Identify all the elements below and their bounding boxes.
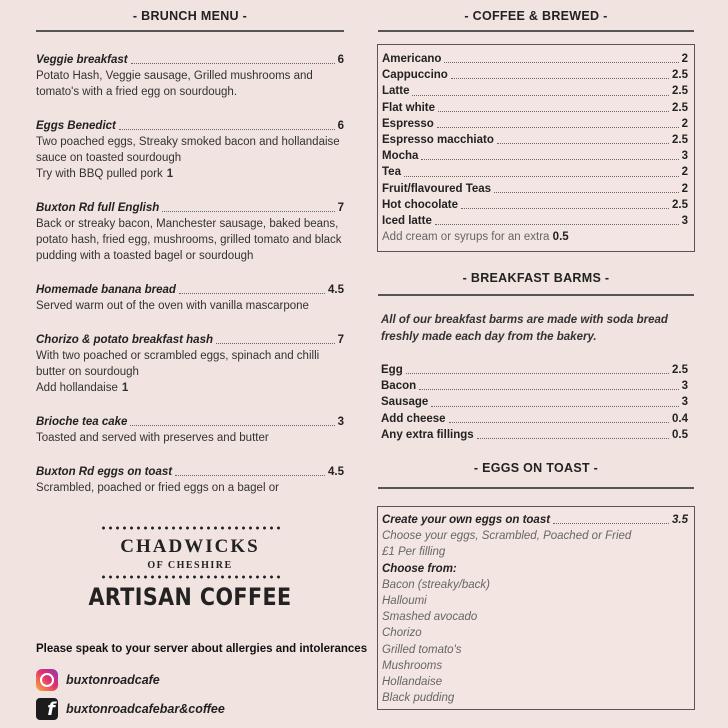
drink-row <box>382 213 688 229</box>
barms-section <box>381 312 693 443</box>
leader-dots <box>497 143 669 144</box>
instagram-handle: buxtonroadcafe <box>66 673 160 687</box>
drink-row <box>382 83 688 99</box>
item-name: Chorizo & potato breakfast hash <box>36 334 213 346</box>
drink-price: 2.5 <box>672 69 688 82</box>
item-name: Buxton Rd eggs on toast <box>36 466 173 478</box>
drink-price: 2 <box>681 166 688 179</box>
barm-name: Any extra fillings <box>381 428 474 441</box>
menu-item <box>36 332 344 396</box>
barms-heading-rule <box>378 294 694 296</box>
facebook-link[interactable] <box>36 698 225 720</box>
item-price: 6 <box>337 54 344 66</box>
leader-dots <box>130 425 334 426</box>
leader-dots <box>119 129 335 130</box>
eggs-main-name: Create your own eggs on toast <box>382 514 551 526</box>
barm-row <box>381 394 688 410</box>
drink-price: 2 <box>681 182 688 195</box>
item-price: 4.5 <box>328 466 344 478</box>
eggs-heading-rule <box>378 487 694 489</box>
item-description: Served warm out of the oven with vanilla mascarpone <box>36 300 309 312</box>
item-description: Scrambled, poached or fried eggs on a bagel or <box>36 482 279 494</box>
drink-name: Hot chocolate <box>382 198 459 211</box>
brunch-list <box>36 52 344 496</box>
barm-name: Add cheese <box>381 412 446 425</box>
logo-dotted-border <box>100 526 280 530</box>
drink-name: Espresso macchiato <box>382 134 494 147</box>
barm-row <box>381 411 688 427</box>
leader-dots <box>437 127 679 128</box>
drink-row <box>382 116 688 132</box>
eggs-option: Bacon (streaky/back) <box>382 578 491 591</box>
eggs-choose-from: Choose from: <box>382 562 457 575</box>
barm-name: Egg <box>381 364 403 376</box>
leader-dots <box>494 192 679 193</box>
drink-price: 2.5 <box>672 101 688 114</box>
drink-price: 2.5 <box>672 134 688 147</box>
leader-dots <box>404 176 679 177</box>
allergy-note: Please speak to your server about allergies and intolerances <box>36 643 368 655</box>
item-price: 3 <box>337 416 344 428</box>
leader-dots <box>179 293 325 294</box>
leader-dots <box>477 438 669 439</box>
barm-price: 3 <box>681 396 688 409</box>
addon-text: Add hollandaise <box>36 382 118 394</box>
drink-price: 2.5 <box>672 85 688 98</box>
drink-price: 2 <box>681 117 688 130</box>
eggs-option: Mushrooms <box>382 659 443 672</box>
drink-name: Flat white <box>382 101 436 114</box>
menu-item <box>36 118 344 182</box>
leader-dots <box>431 406 678 407</box>
leader-dots <box>175 475 325 476</box>
drink-row <box>382 164 688 180</box>
item-description: Two poached eggs, Streaky smoked bacon and hollandaise sauce on toasted sourdough <box>36 136 340 164</box>
coffee-heading: - COFFEE & BREWED - <box>464 9 608 23</box>
item-name: Brioche tea cake <box>36 416 128 428</box>
barms-heading: - BREAKFAST BARMS - <box>462 271 610 285</box>
coffee-list <box>378 45 694 245</box>
drink-row <box>382 132 688 148</box>
eggs-choose-eggs: Choose your eggs, Scrambled, Poached or Fried <box>382 530 632 543</box>
eggs-option: Black pudding <box>382 692 455 705</box>
eggs-option: Halloumi <box>382 595 427 608</box>
menu-item <box>36 52 344 100</box>
item-description: Potato Hash, Veggie sausage, Grilled mushrooms and tomato's with a fried egg on sourdough. <box>36 70 313 98</box>
eggs-filling-price: £1 Per filling <box>382 546 446 559</box>
drink-price: 2.5 <box>672 198 688 211</box>
facebook-icon: f <box>36 698 58 720</box>
item-addon <box>36 166 344 182</box>
item-name: Homemade banana bread <box>36 284 176 296</box>
brunch-heading-rule <box>36 30 344 32</box>
barms-list <box>381 362 688 443</box>
instagram-link[interactable] <box>36 669 160 691</box>
leader-dots <box>131 63 335 64</box>
eggs-box <box>377 506 695 710</box>
barm-price: 0.5 <box>672 428 688 441</box>
addon-price: 1 <box>121 382 129 394</box>
drink-row <box>382 148 688 164</box>
menu-item <box>36 414 344 446</box>
logo-line-3: ARTISAN COFFEE <box>88 583 292 611</box>
leader-dots <box>162 211 334 212</box>
eggs-main-row <box>382 512 688 528</box>
drink-row <box>382 197 688 213</box>
drink-row <box>382 51 688 67</box>
barm-name: Sausage <box>381 396 429 409</box>
drink-name: Tea <box>382 166 401 179</box>
leader-dots <box>444 62 678 63</box>
leader-dots <box>449 422 669 423</box>
barm-row <box>381 427 688 443</box>
leader-dots <box>216 343 335 344</box>
leader-dots <box>435 224 679 225</box>
eggs-option: Grilled tomato's <box>382 643 462 656</box>
drink-row <box>382 67 688 83</box>
leader-dots <box>419 389 678 390</box>
coffee-extra <box>382 229 688 245</box>
barm-price: 2.5 <box>672 364 688 376</box>
coffee-heading-rule <box>378 30 694 32</box>
drink-name: Cappuccino <box>382 69 448 82</box>
leader-dots <box>412 95 669 96</box>
menu-item <box>36 200 344 264</box>
menu-item <box>36 464 344 496</box>
drink-name: Espresso <box>382 117 434 130</box>
drink-name: Latte <box>382 85 410 98</box>
leader-dots <box>406 373 669 374</box>
eggs-main-price: 3.5 <box>672 514 688 526</box>
eggs-heading: - EGGS ON TOAST - <box>473 461 599 475</box>
drink-name: Americano <box>382 53 442 65</box>
item-price: 6 <box>337 120 344 132</box>
leader-dots <box>553 523 669 524</box>
item-description: Back or streaky bacon, Manchester sausage, baked beans, potato hash, fried egg, mushrooms, grilled tomato and black pudding with a toasted bagel or sourdough <box>36 218 342 262</box>
addon-text: Try with BBQ pulled pork <box>36 168 163 180</box>
drink-row <box>382 100 688 116</box>
item-name: Buxton Rd full English <box>36 202 160 214</box>
barms-intro: All of our breakfast barms are made with soda bread freshly made each day from the bakery. <box>381 314 668 343</box>
brunch-column <box>36 0 344 494</box>
drink-row <box>382 181 688 197</box>
leader-dots <box>461 208 669 209</box>
extra-price: 0.5 <box>552 231 569 244</box>
extra-text: Add cream or syrups for an extra <box>382 231 550 244</box>
instagram-icon <box>36 669 58 691</box>
leader-dots <box>421 159 678 160</box>
menu-item <box>36 282 344 314</box>
item-price: 7 <box>337 202 344 214</box>
eggs-content <box>378 507 694 706</box>
drink-price: 2 <box>681 53 688 65</box>
item-description: Toasted and served with preserves and butter <box>36 432 269 444</box>
coffee-box <box>377 44 695 252</box>
item-description: With two poached or scrambled eggs, spinach and chilli butter on sourdough <box>36 350 320 378</box>
logo-line-1: CHADWICKS <box>120 536 260 557</box>
eggs-option: Hollandaise <box>382 676 443 689</box>
chadwicks-logo <box>36 526 344 611</box>
item-name: Eggs Benedict <box>36 120 116 132</box>
drink-name: Fruit/flavoured Teas <box>382 182 492 195</box>
item-addon <box>36 380 344 396</box>
brunch-heading: - BRUNCH MENU - <box>132 9 248 23</box>
barm-price: 0.4 <box>672 412 688 425</box>
facebook-handle: buxtonroadcafebar&coffee <box>66 702 225 716</box>
barm-row <box>381 378 688 394</box>
leader-dots <box>438 111 669 112</box>
item-price: 4.5 <box>328 284 344 296</box>
leader-dots <box>451 78 669 79</box>
addon-price: 1 <box>166 168 174 180</box>
drink-price: 3 <box>681 150 688 163</box>
logo-line-2: OF CHESHIRE <box>147 560 233 571</box>
item-price: 7 <box>337 334 344 346</box>
barm-row <box>381 362 688 378</box>
drink-price: 3 <box>681 215 688 228</box>
eggs-option: Smashed avocado <box>382 611 478 624</box>
barm-name: Bacon <box>381 380 417 393</box>
drinks-column <box>378 0 694 23</box>
eggs-option: Chorizo <box>382 627 422 640</box>
drink-name: Iced latte <box>382 215 432 228</box>
logo-dotted-border <box>100 575 280 579</box>
item-name: Veggie breakfast <box>36 54 128 66</box>
drink-name: Mocha <box>382 150 419 163</box>
barm-price: 3 <box>681 380 688 393</box>
